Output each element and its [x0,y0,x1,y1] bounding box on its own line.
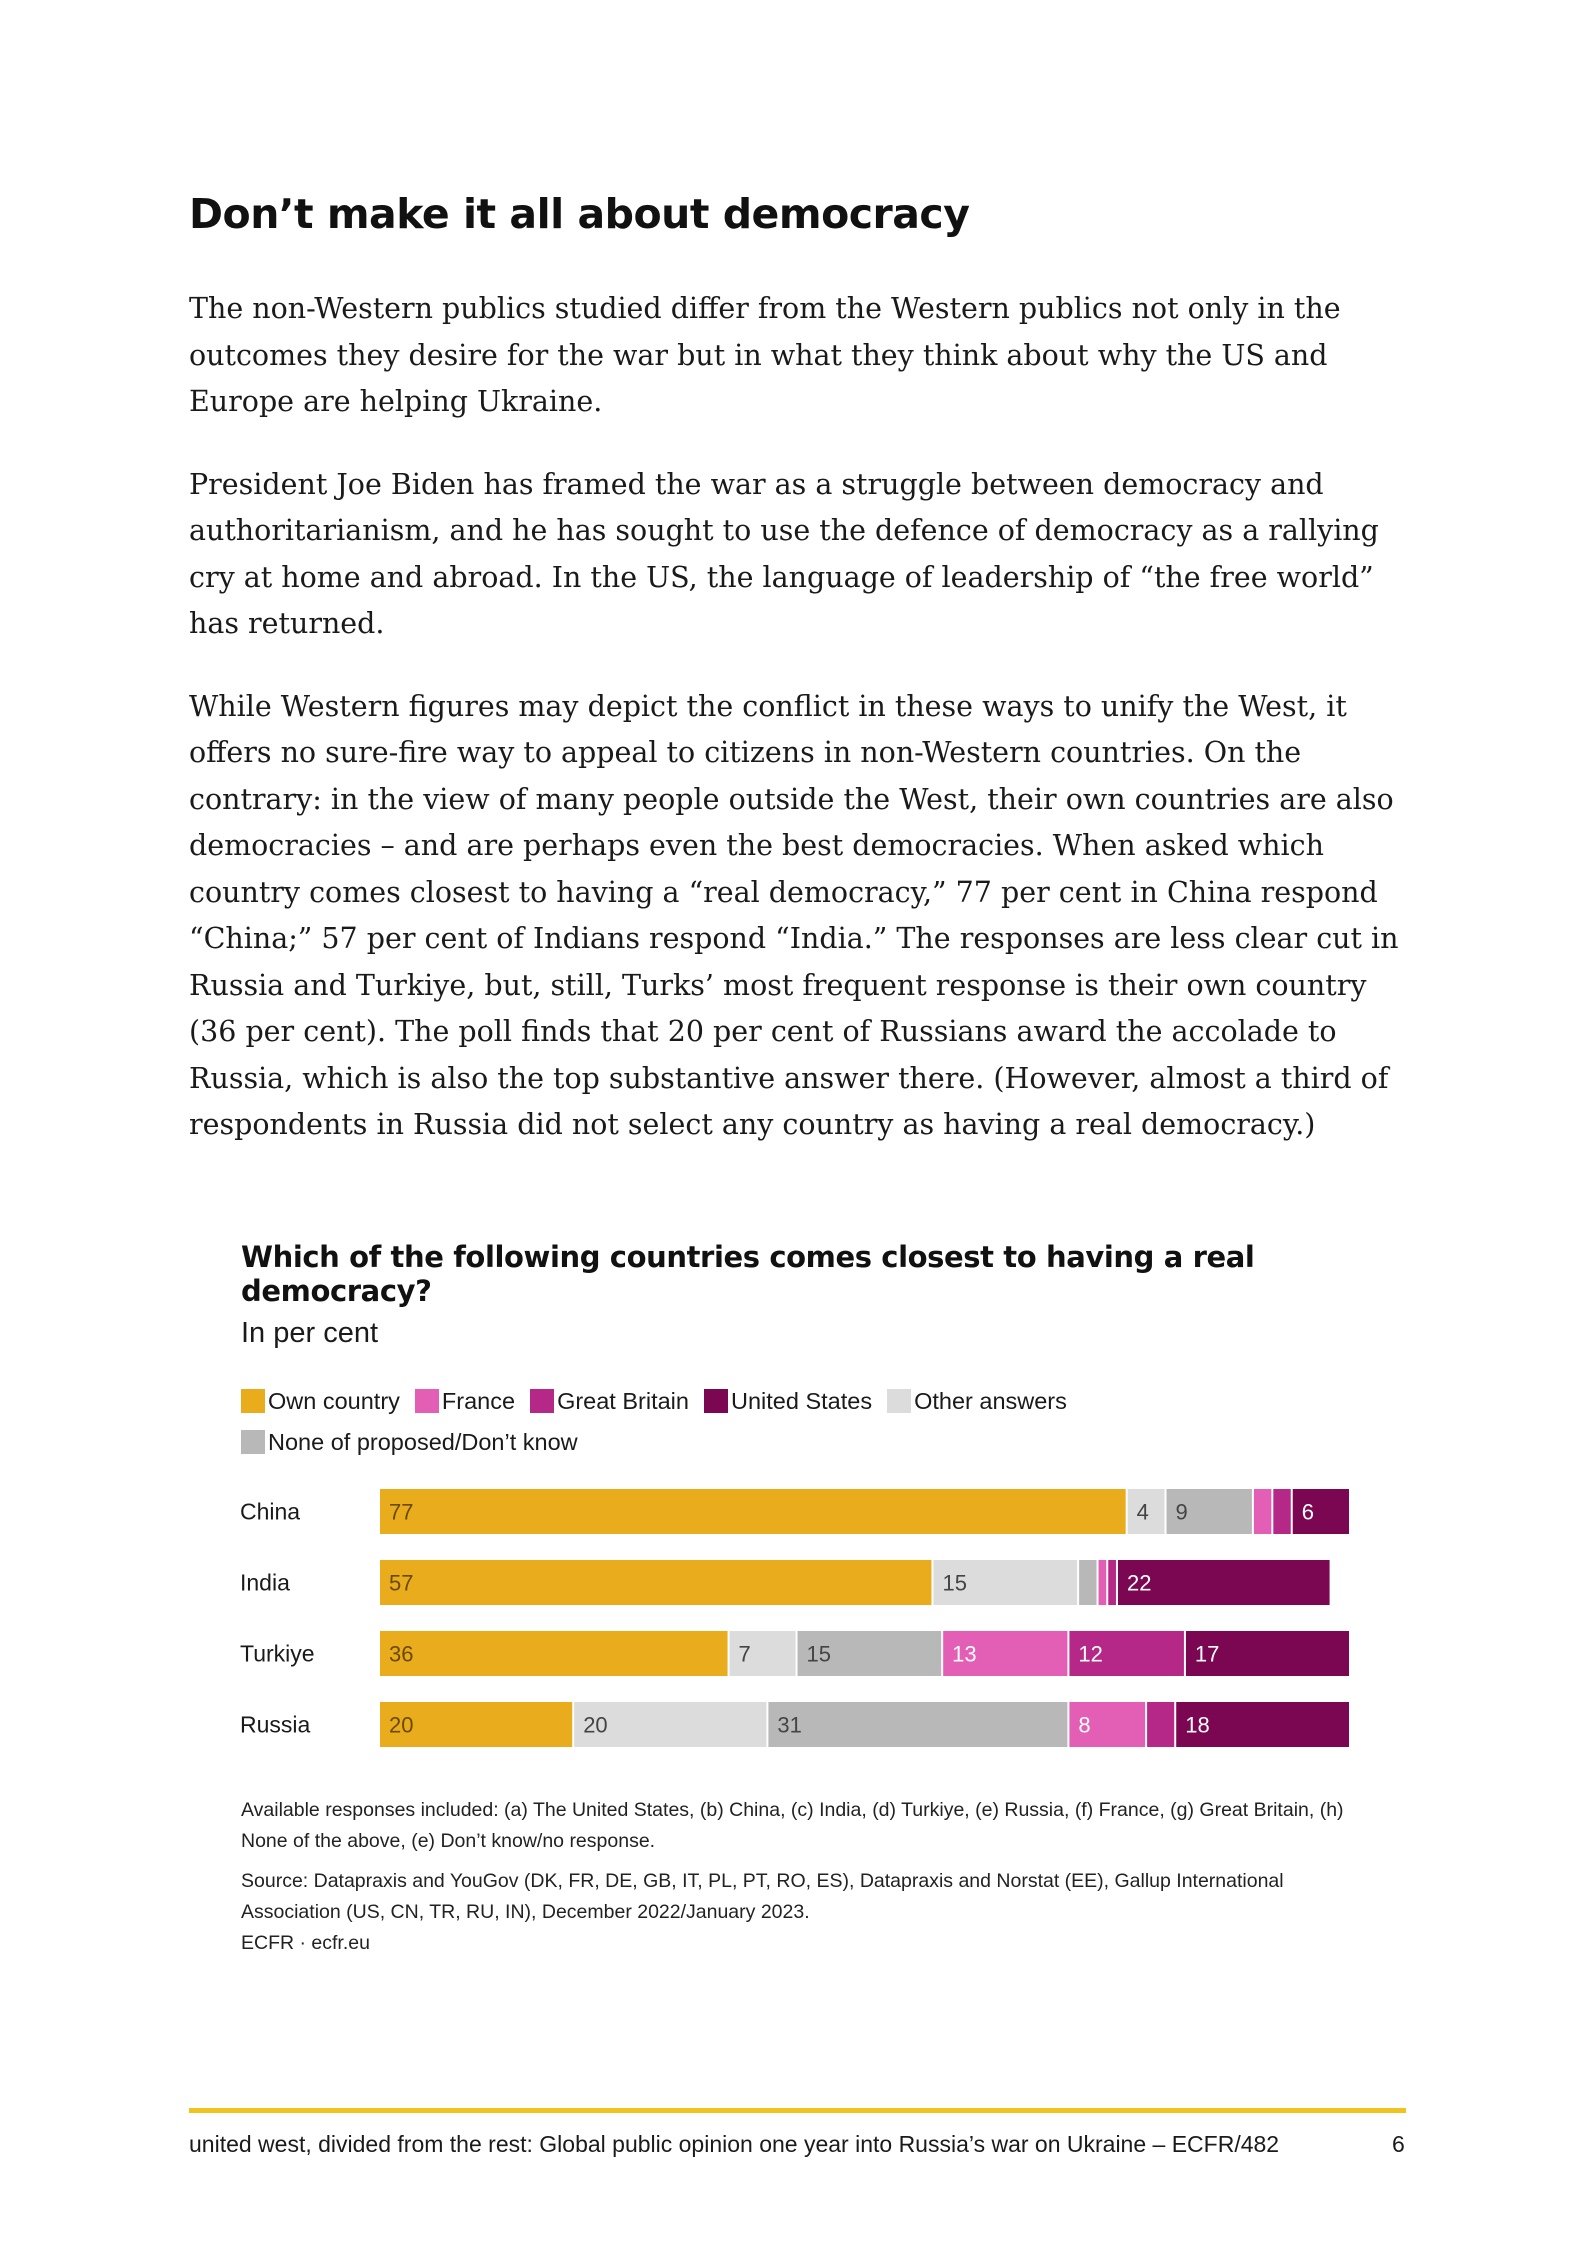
legend-swatch [530,1389,554,1413]
data-label: 18 [1185,1712,1210,1738]
category-label: Turkiye [240,1640,315,1667]
data-label: 8 [1078,1712,1091,1738]
chart-legend [241,1381,1321,1463]
category-label: China [240,1498,301,1525]
data-label: 31 [777,1712,802,1738]
data-label: 36 [389,1641,414,1667]
bar-segment [1108,1560,1116,1605]
data-label: 12 [1078,1641,1103,1667]
legend-item [704,1381,872,1422]
bar-segment [380,1489,1126,1534]
category-label: Russia [240,1711,311,1738]
legend-label: Other answers [914,1388,1067,1414]
data-label: 22 [1126,1570,1152,1596]
legend-swatch [415,1389,439,1413]
legend-swatch [704,1389,728,1413]
bar-segment [1254,1489,1271,1534]
data-label: 57 [389,1570,414,1596]
data-label: 15 [942,1570,967,1596]
data-label: 15 [806,1641,832,1667]
bar-segment [1099,1560,1107,1605]
bar-segment [380,1560,931,1605]
footer-text: united west, divided from the rest: Global public opinion one year into Russia’s war on Ukraine – ECFR/482 [189,2131,1280,2157]
legend-label: None of proposed/Don’t know [268,1429,578,1455]
bar-segment [768,1702,1067,1747]
chart-title: Which of the following countries comes closest to having a real democracy? [241,1240,1255,1308]
legend-label: Great Britain [557,1388,689,1414]
section-heading: Don’t make it all about democracy [189,190,970,238]
bar-segment [1273,1489,1290,1534]
legend-label: France [441,1388,516,1414]
responses-note: Available responses included: (a) The United States, (b) China, (c) India, (d) Turkiye, (e) Russia, (f) France, (g) Great Britain, (h) None of the above, (e) Don’t know/no response. [241,1799,1344,1852]
bar-segment [1079,1560,1096,1605]
legend-item [241,1422,578,1463]
legend-item [887,1381,1067,1422]
data-label: 7 [738,1641,751,1667]
data-label: 13 [952,1641,977,1667]
credit-note: ECFR · ecfr.eu [241,1932,370,1954]
data-label: 20 [389,1712,414,1738]
stacked-bar-chart [238,1473,1358,1765]
bar-segment [1147,1702,1174,1747]
legend-item [415,1381,515,1422]
paragraph: The non-Western publics studied differ from the Western publics not only in the outcomes they desire for the war but in what they think about why the US and Europe are helping Ukraine. [189,292,1341,418]
legend-label: Own country [268,1388,400,1414]
legend-label: United States [730,1388,873,1414]
data-label: 20 [583,1712,608,1738]
chart-notes [241,1795,1361,1959]
source-note: Source: Datapraxis and YouGov (DK, FR, DE, GB, IT, PL, PT, RO, ES), Datapraxis and Norstat (EE), Gallup International Association (US, CN, TR, RU, IN), December 2022/January 2023. [241,1870,1284,1923]
legend-swatch [887,1389,911,1413]
bar-segment [380,1631,728,1676]
legend-item [530,1381,689,1422]
data-label: 77 [389,1499,414,1525]
page-number: 6 [1392,2131,1405,2157]
category-label: India [240,1569,290,1596]
legend-swatch [241,1430,265,1454]
data-label: 4 [1136,1499,1149,1525]
data-label: 17 [1194,1641,1220,1667]
article-body [189,286,1419,1185]
legend-swatch [241,1389,265,1413]
footer-rule [189,2108,1406,2113]
legend-item [241,1381,400,1422]
data-label: 9 [1175,1499,1188,1525]
data-label: 6 [1301,1499,1314,1525]
paragraph: President Joe Biden has framed the war as a struggle between democracy and authoritarianism, and he has sought to use the defence of democracy as a rallying cry at home and abroad. In the US, the language of leadership of “the free world” has returned. [189,467,1379,640]
paragraph: While Western figures may depict the conflict in these ways to unify the West, it offers no sure-fire way to appeal to citizens in non-Western countries. On the contrary: in the view of many people outside the West, their own countries are also democracies – and are perhaps even the best democracies. When asked which country comes closest to having a “real democracy,” 77 per cent in China respond “China;” 57 per cent of Indians respond “India.” The responses are less clear cut in Russia and Turkiye, but, still, Turks’ most frequent response is their own country (36 per cent). The poll finds that 20 per cent of Russians award the accolade to Russia, which is also the top substantive answer there. (However, almost a third of respondents in Russia did not select any country as having a real democracy.) [189,689,1399,1141]
chart-subtitle: In per cent [241,1317,379,1349]
chart-figure [241,1240,1361,1968]
